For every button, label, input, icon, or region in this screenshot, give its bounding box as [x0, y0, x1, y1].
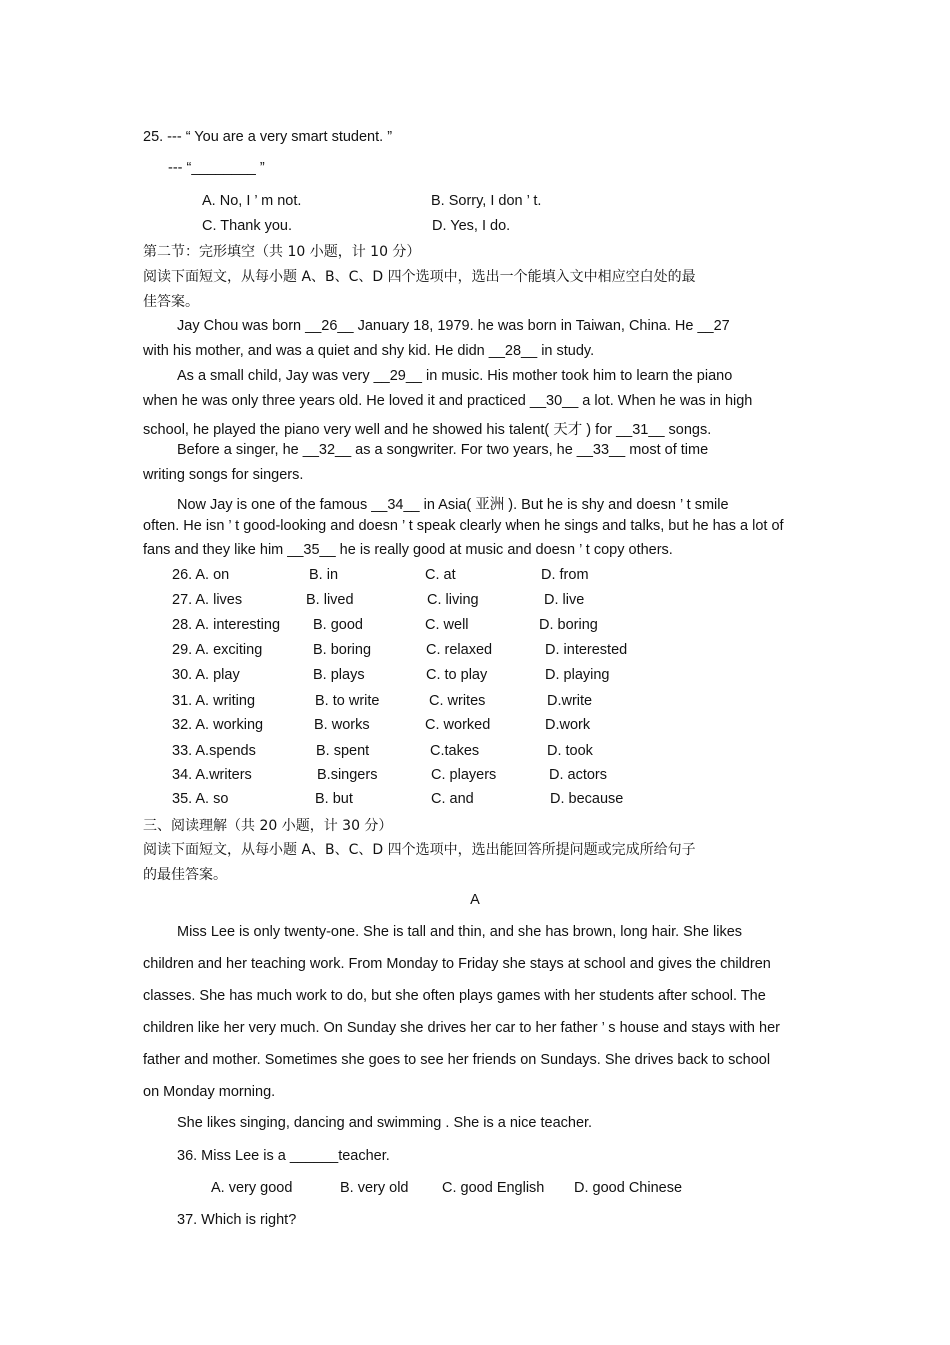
q32-option-c: C. worked — [425, 717, 491, 733]
q35-option-d: D. because — [550, 791, 624, 807]
q30-option-b: B. plays — [313, 667, 365, 683]
q27-option-b: B. lived — [306, 592, 354, 608]
q31-option-d: D.write — [547, 693, 593, 709]
q26-option-b: B. in — [309, 567, 339, 583]
cloze-line-9: often. He isn ’ t good-looking and doesn ’ t speak clearly when he sings and talks, but he has a lot of — [143, 518, 784, 534]
cloze-line-7: writing songs for singers. — [143, 467, 304, 483]
q25-option-d: D. Yes, I do. — [432, 218, 511, 234]
cloze-line-4: when he was only three years old. He loved it and practiced __30__ a lot. When he was in high — [143, 393, 753, 409]
passage-a-line-5: father and mother. Sometimes she goes to see her friends on Sundays. She drives back to school — [143, 1052, 771, 1068]
q25-answer-blank: --- “________ ” — [168, 160, 265, 176]
q27-option-c: C. living — [427, 592, 479, 608]
section3-title: 三、阅读理解（共 20 小题，计 30 分） — [143, 818, 393, 834]
passage-a-line-3: classes. She has much work to do, but she often plays games with her students after school. The — [143, 988, 766, 1004]
q37-stem: 37. Which is right? — [177, 1212, 297, 1228]
q27-option-a: 27. A. lives — [172, 592, 243, 608]
cloze-line-1: Jay Chou was born __26__ January 18, 1979. he was born in Taiwan, China. He __27 — [177, 318, 730, 334]
cloze-line-6: Before a singer, he __32__ as a songwriter. For two years, he __33__ most of time — [177, 442, 709, 458]
q30-option-a: 30. A. play — [172, 667, 240, 683]
passage-label: A — [470, 892, 480, 908]
q34-option-a: 34. A.writers — [172, 767, 252, 783]
q29-option-d: D. interested — [545, 642, 628, 658]
q29-option-a: 29. A. exciting — [172, 642, 263, 658]
q33-option-b: B. spent — [316, 743, 370, 759]
q28-option-d: D. boring — [539, 617, 598, 633]
q36-stem: 36. Miss Lee is a ______teacher. — [177, 1148, 390, 1164]
cloze-line-3: As a small child, Jay was very __29__ in music. His mother took him to learn the piano — [177, 368, 733, 384]
q34-option-c: C. players — [431, 767, 497, 783]
q34-option-d: D. actors — [549, 767, 608, 783]
q31-option-a: 31. A. writing — [172, 693, 256, 709]
q32-option-a: 32. A. working — [172, 717, 264, 733]
passage-a-line-1: Miss Lee is only twenty-one. She is tall and thin, and she has brown, long hair. She likes — [177, 924, 743, 940]
q32-option-b: B. works — [314, 717, 370, 733]
q36-option-b: B. very old — [340, 1180, 409, 1196]
section3-instructions-line1: 阅读下面短文，从每小题 A、B、C、D 四个选项中，选出能回答所提问题或完成所给句子 — [143, 842, 696, 858]
q31-option-b: B. to write — [315, 693, 380, 709]
q25-option-c: C. Thank you. — [202, 218, 293, 234]
q32-option-d: D.work — [545, 717, 591, 733]
cloze-line-10: fans and they like him __35__ he is really good at music and doesn ’ t copy others. — [143, 542, 673, 558]
section3-instructions-line2: 的最佳答案。 — [143, 867, 227, 883]
q35-option-a: 35. A. so — [172, 791, 229, 807]
q25-option-b: B. Sorry, I don ’ t. — [431, 193, 542, 209]
q31-option-c: C. writes — [429, 693, 486, 709]
q25-option-a: A. No, I ’ m not. — [202, 193, 302, 209]
section2-instructions-line2: 佳答案。 — [143, 294, 199, 310]
q26-option-c: C. at — [425, 567, 456, 583]
cloze-line-2: with his mother, and was a quiet and shy kid. He didn __28__ in study. — [143, 343, 595, 359]
q36-option-c: C. good English — [442, 1180, 545, 1196]
q29-option-c: C. relaxed — [426, 642, 493, 658]
q28-option-c: C. well — [425, 617, 469, 633]
q33-option-a: 33. A.spends — [172, 743, 256, 759]
passage-a-line-2: children and her teaching work. From Monday to Friday she stays at school and gives the children — [143, 956, 771, 972]
q27-option-d: D. live — [544, 592, 585, 608]
q26-option-a: 26. A. on — [172, 567, 230, 583]
q28-option-a: 28. A. interesting — [172, 617, 281, 633]
section2-instructions-line1: 阅读下面短文，从每小题 A、B、C、D 四个选项中，选出一个能填入文中相应空白处的最 — [143, 269, 696, 285]
cloze-line-5: school, he played the piano very well and he showed his talent( 天才 ) for __31__ songs. — [143, 422, 712, 438]
q35-option-b: B. but — [315, 791, 353, 807]
q34-option-b: B.singers — [317, 767, 378, 783]
q25-stem: 25. --- “ You are a very smart student. ” — [143, 129, 393, 145]
q26-option-d: D. from — [541, 567, 589, 583]
passage-a-line-4: children like her very much. On Sunday she drives her car to her father ’ s house and stays with her — [143, 1020, 780, 1036]
q28-option-b: B. good — [313, 617, 363, 633]
q36-option-d: D. good Chinese — [574, 1180, 683, 1196]
q30-option-d: D. playing — [545, 667, 610, 683]
q33-option-c: C.takes — [430, 743, 480, 759]
passage-a-line-7: She likes singing, dancing and swimming . She is a nice teacher. — [177, 1115, 593, 1131]
q33-option-d: D. took — [547, 743, 593, 759]
q29-option-b: B. boring — [313, 642, 372, 658]
q35-option-c: C. and — [431, 791, 474, 807]
section2-title: 第二节：完形填空（共 10 小题，计 10 分） — [143, 244, 421, 260]
passage-a-line-6: on Monday morning. — [143, 1084, 276, 1100]
q30-option-c: C. to play — [426, 667, 488, 683]
cloze-line-8: Now Jay is one of the famous __34__ in Asia( 亚洲 ). But he is shy and doesn ’ t smile — [177, 497, 729, 513]
q36-option-a: A. very good — [211, 1180, 293, 1196]
